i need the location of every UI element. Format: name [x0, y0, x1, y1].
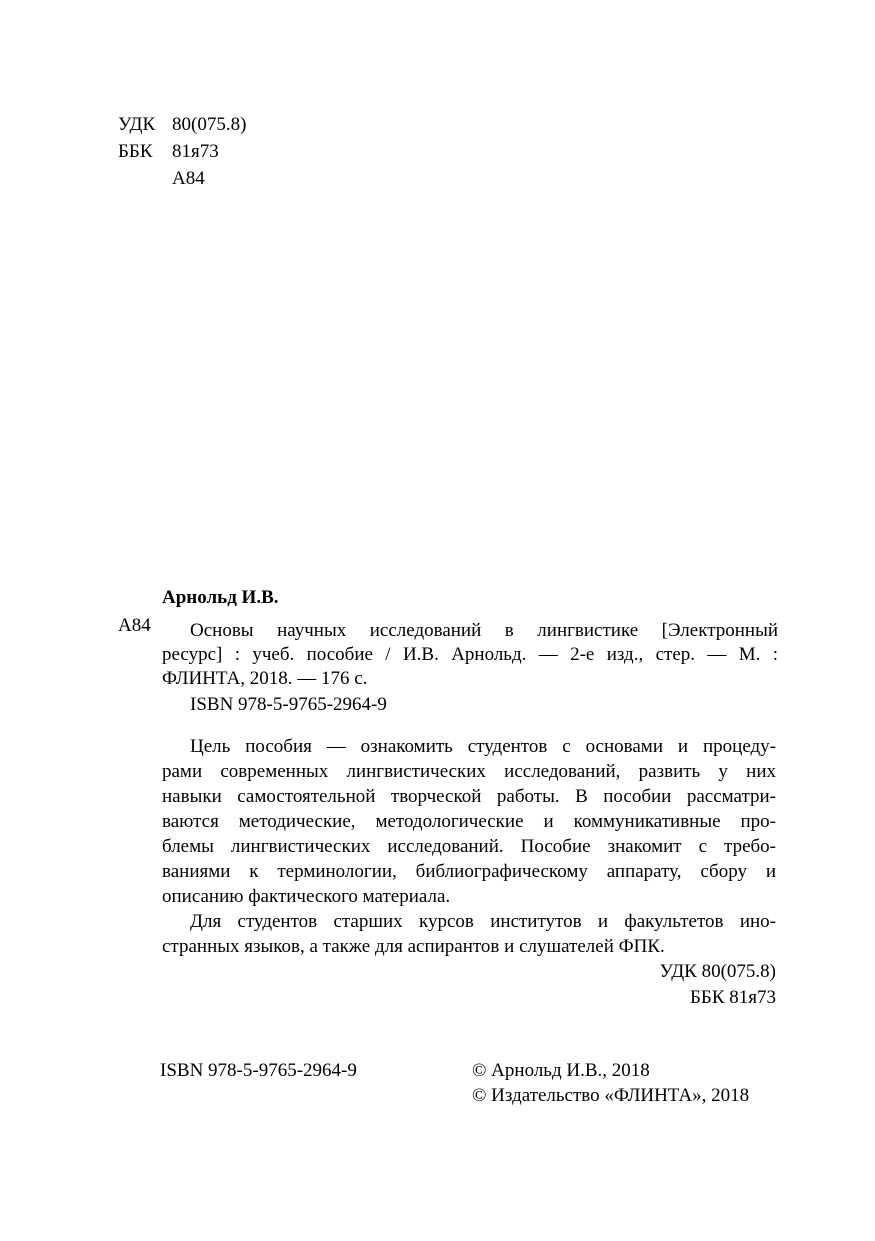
abstract-line: описанию фактического материала.: [162, 886, 451, 907]
record-title-line: ФЛИНТА, 2018. — 176 с.: [162, 668, 368, 689]
abstract-line: Для студентов старших курсов институтов и факультетов ино-: [190, 911, 776, 932]
udk-value: 80(075.8): [172, 114, 247, 135]
author-mark-top: А84: [172, 168, 205, 189]
abstract-line: навыки самостоятельной творческой работы. В пособии рассматри-: [162, 786, 776, 807]
bbk-label: ББК: [118, 141, 153, 162]
udk-line: [118, 113, 246, 137]
record-author: Арнольд И.В.: [162, 587, 279, 608]
udk-label: УДК: [118, 114, 156, 135]
abstract-line: рами современных лингвистических исследований, развить у них: [162, 761, 776, 782]
record-title-line: Основы научных исследований в лингвистике [Электронный: [190, 620, 778, 641]
record-title-line: ресурс] : учеб. пособие / И.В. Арнольд. — 2-е изд., стер. — М. :: [162, 644, 778, 665]
copyright-author: © Арнольд И.В., 2018: [472, 1060, 650, 1081]
bbk-line: [118, 140, 219, 164]
copyright-publisher: © Издательство «ФЛИНТА», 2018: [472, 1085, 750, 1106]
bbk-value: 81я73: [172, 141, 219, 162]
abstract-line: блемы лингвистических исследований. Пособие знакомит с требо-: [162, 836, 776, 857]
abstract-line: странных языков, а также для аспирантов и слушателей ФПК.: [162, 936, 665, 957]
record-isbn: ISBN 978-5-9765-2964-9: [190, 694, 387, 715]
abstract-line: ваниями к терминологии, библиографическому аппарату, сбору и: [162, 861, 776, 882]
record-author-mark: А84: [118, 615, 151, 636]
abstract-udk: УДК 80(075.8): [659, 961, 776, 982]
abstract-line: ваются методические, методологические и коммуникативные про-: [162, 811, 776, 832]
abstract-bbk: ББК 81я73: [690, 987, 776, 1008]
abstract-line: Цель пособия — ознакомить студентов с основами и процеду-: [190, 736, 776, 757]
footer-isbn: ISBN 978-5-9765-2964-9: [160, 1060, 357, 1081]
